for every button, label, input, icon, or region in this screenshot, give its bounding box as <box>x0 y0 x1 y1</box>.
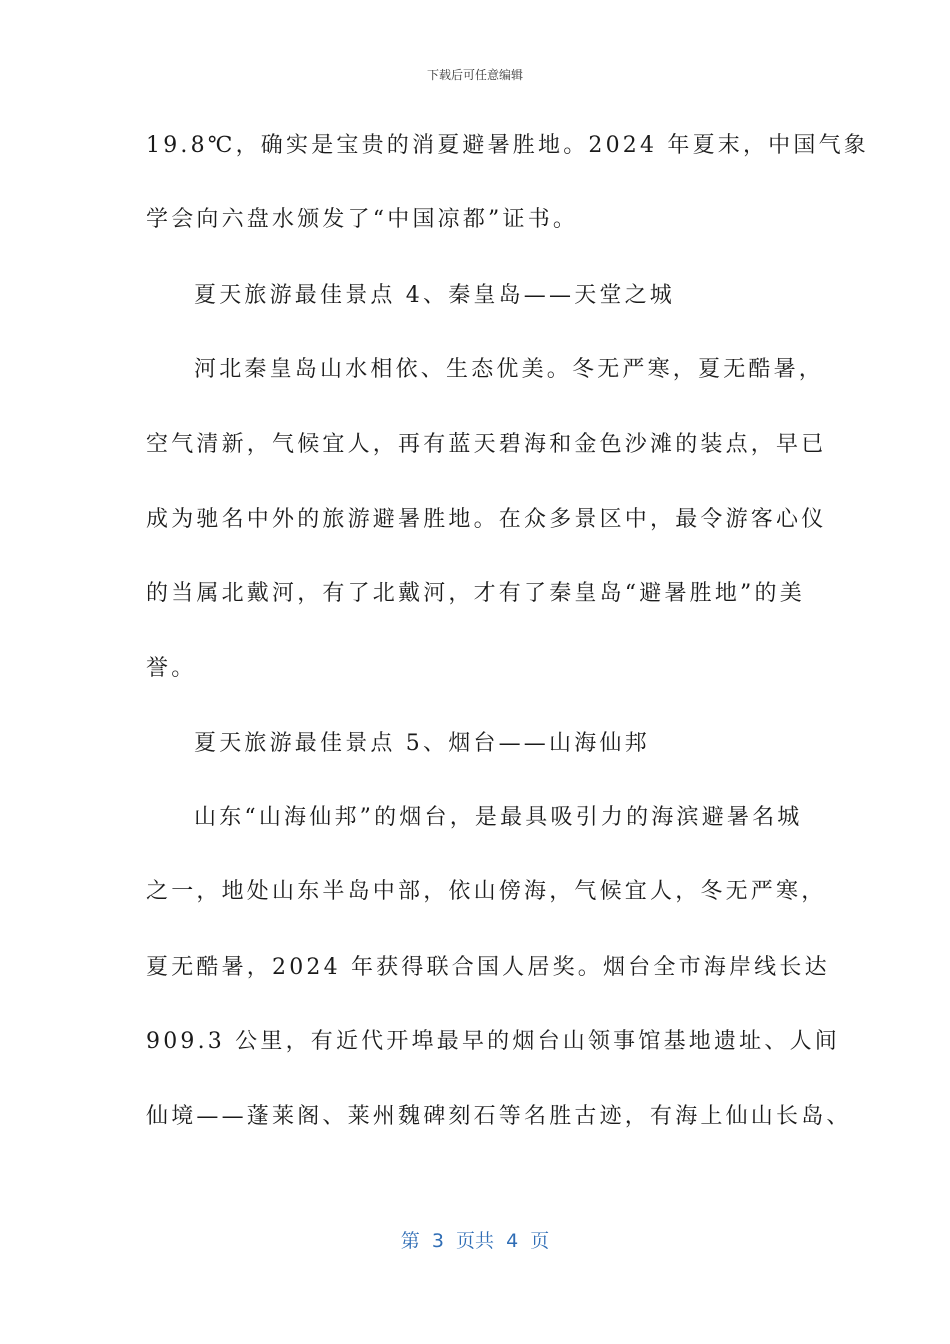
body-line: 空气清新，气候宜人，再有蓝天碧海和金色沙滩的装点，早已 <box>146 432 827 457</box>
body-line: 仙境——蓬莱阁、莱州魏碑刻石等名胜古迹，有海上仙山长岛、 <box>146 1104 852 1129</box>
body-line: 成为驰名中外的旅游避暑胜地。在众多景区中，最令游客心仪 <box>146 507 827 532</box>
body-line: 夏无酷暑，2024 年获得联合国人居奖。烟台全市海岸线长达 <box>146 955 830 980</box>
body-line: 19.8℃，确实是宝贵的消夏避暑胜地。2024 年夏末，中国气象 <box>146 133 869 158</box>
page-number: 第 3 页共 4 页 <box>400 1230 550 1252</box>
header-note: 下载后可任意编辑 <box>426 68 523 82</box>
body-line: 誉。 <box>146 656 197 681</box>
body-line: 之一，地处山东半岛中部，依山傍海，气候宜人，冬无严寒， <box>146 879 827 904</box>
body-line: 的当属北戴河，有了北戴河，才有了秦皇岛“避暑胜地”的美 <box>146 581 805 606</box>
body-line: 学会向六盘水颁发了“中国凉都”证书。 <box>146 207 579 232</box>
body-line: 909.3 公里，有近代开埠最早的烟台山领事馆基地遗址、人间 <box>146 1029 840 1054</box>
section-heading: 夏天旅游最佳景点 4、秦皇岛——天堂之城 <box>194 283 675 308</box>
body-line: 河北秦皇岛山水相依、生态优美。冬无严寒，夏无酷暑， <box>194 357 825 382</box>
body-line: 山东“山海仙邦”的烟台，是最具吸引力的海滨避暑名城 <box>194 805 803 830</box>
section-heading: 夏天旅游最佳景点 5、烟台——山海仙邦 <box>194 731 650 756</box>
